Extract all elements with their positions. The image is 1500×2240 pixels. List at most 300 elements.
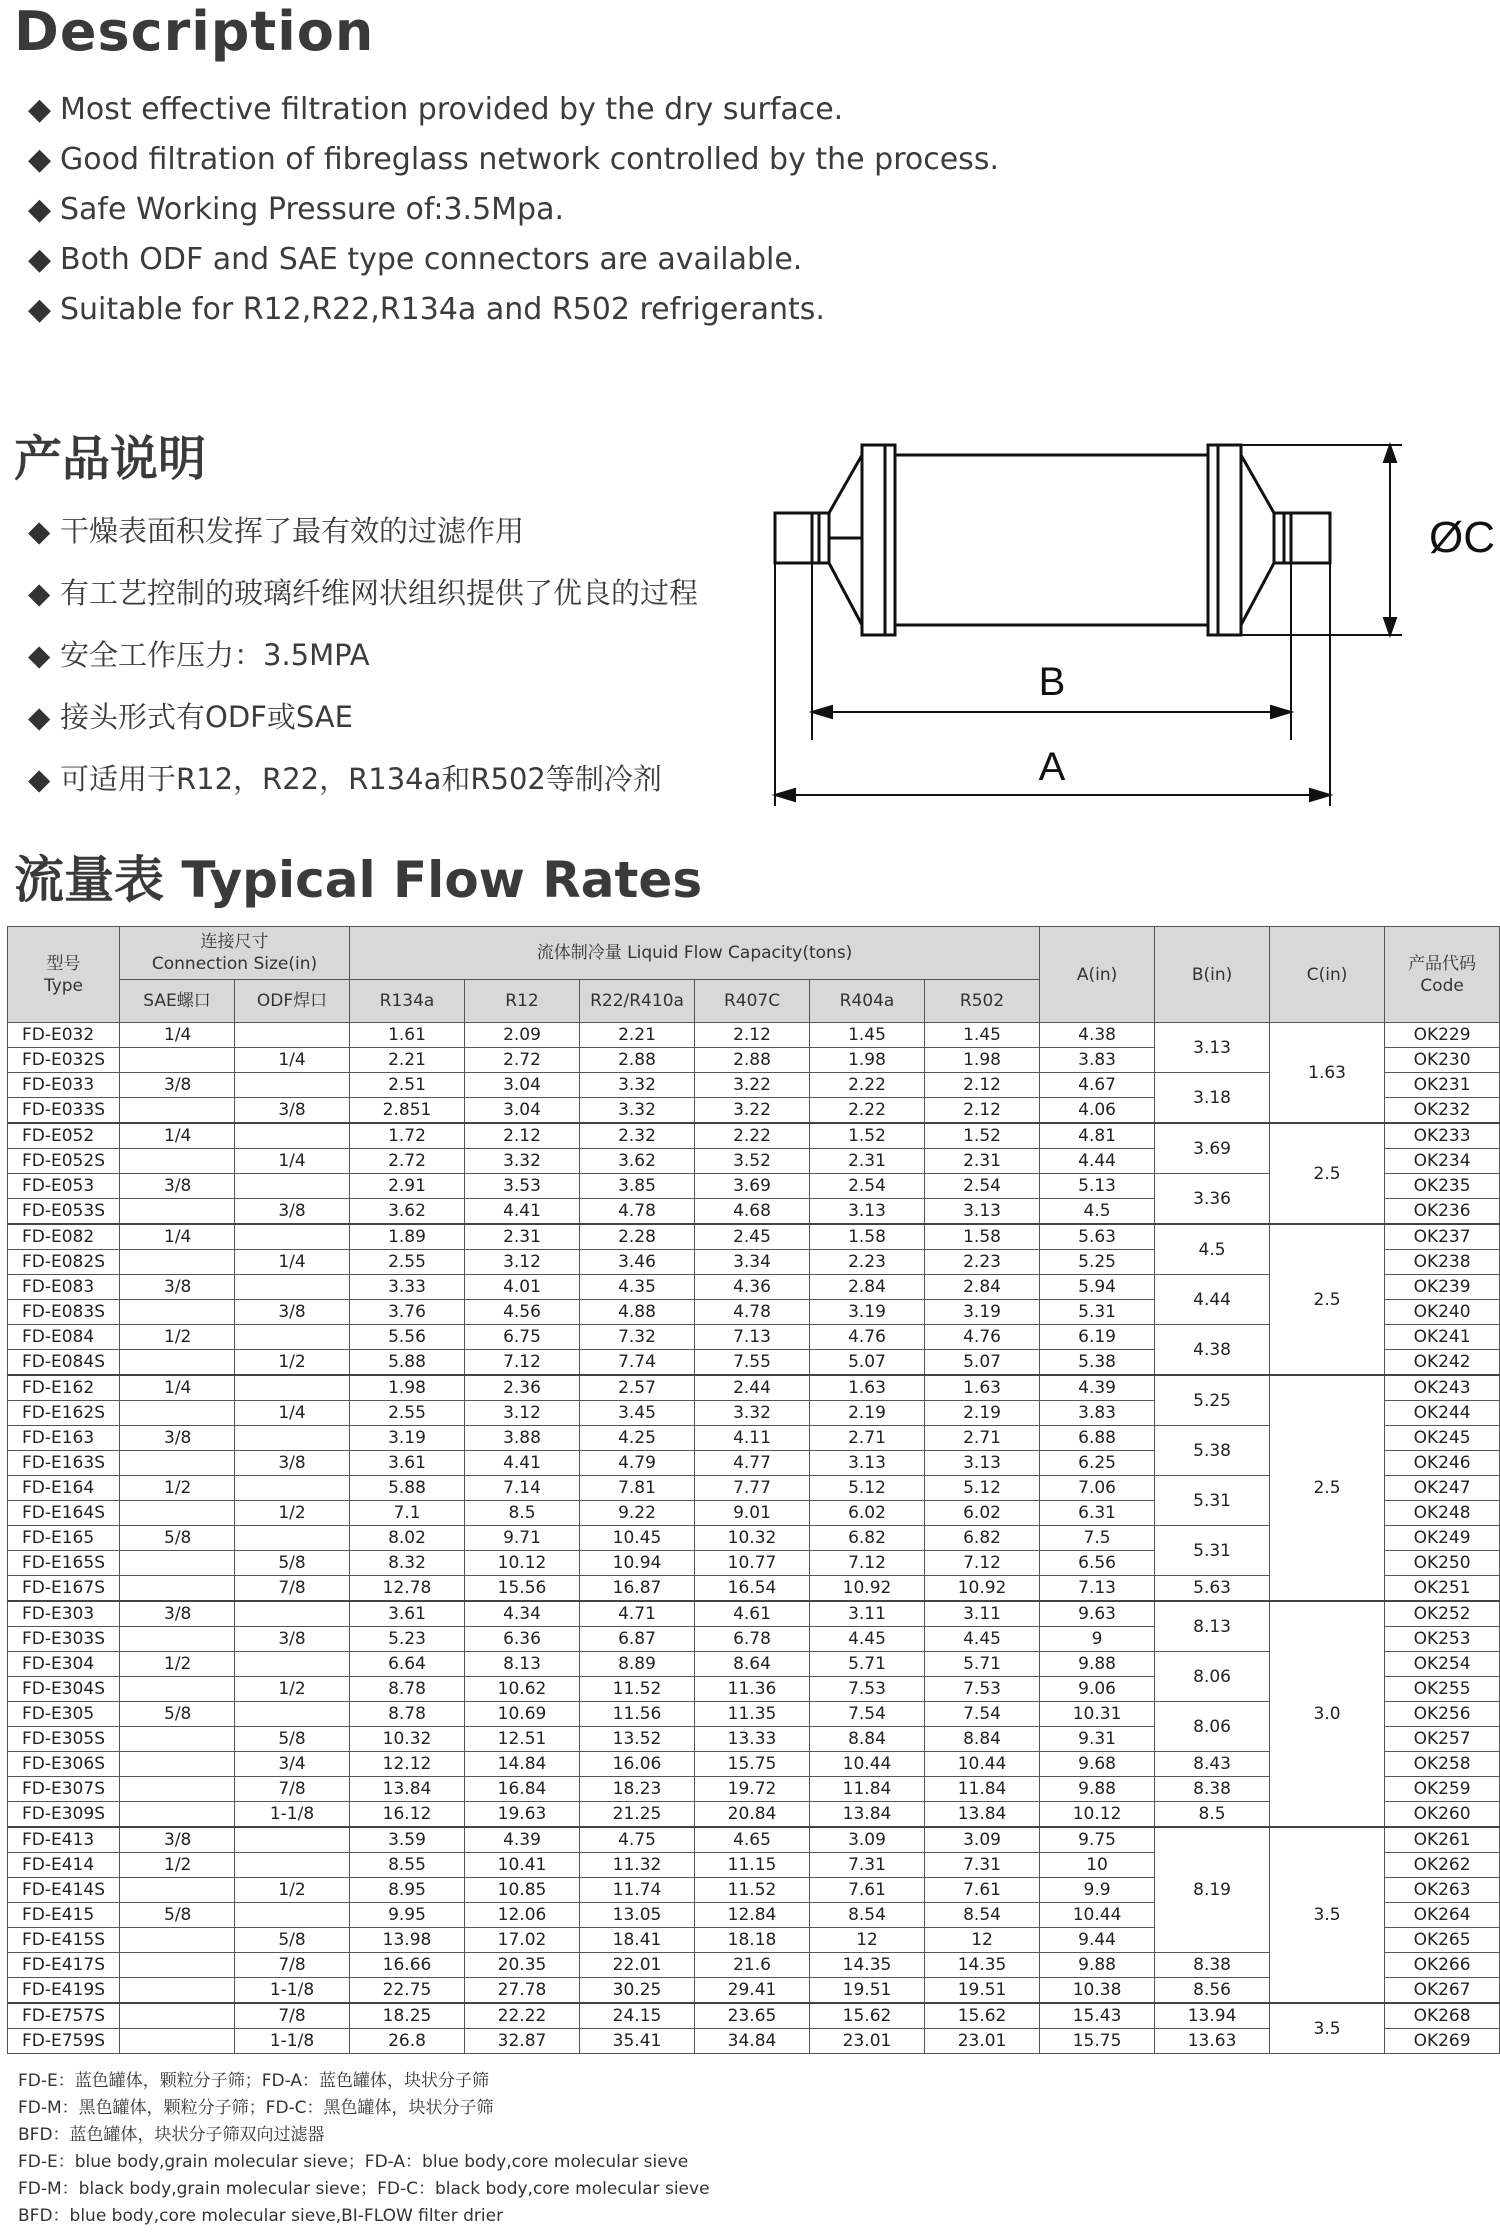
note-line: BFD：blue body,core molecular sieve,BI-FLOW filter drier (18, 2206, 504, 2226)
sae-cell (120, 1627, 235, 1652)
r404a-cell: 3.11 (810, 1601, 925, 1627)
odf-cell: 1-1/8 (235, 1802, 350, 1828)
sae-cell (120, 1250, 235, 1275)
r404a-cell: 8.84 (810, 1727, 925, 1752)
code-cell: OK232 (1385, 1098, 1500, 1124)
r12-cell: 3.12 (465, 1401, 580, 1426)
flow-rates-title: 流量表 Typical Flow Rates (14, 851, 703, 909)
b-cell: 5.25 (1155, 1375, 1270, 1426)
r502-cell: 7.31 (925, 1853, 1040, 1878)
r134a-cell: 8.02 (350, 1526, 465, 1551)
sae-cell: 3/8 (120, 1601, 235, 1627)
r12-cell: 4.56 (465, 1300, 580, 1325)
sae-cell (120, 1098, 235, 1124)
r22-cell: 4.71 (580, 1601, 695, 1627)
diamond-bullet-icon: ◆ (28, 242, 52, 277)
diamond-bullet-icon: ◆ (28, 638, 51, 672)
sae-cell (120, 1727, 235, 1752)
r407c-cell: 21.6 (695, 1953, 810, 1978)
r134a-cell: 5.56 (350, 1325, 465, 1350)
r502-cell: 23.01 (925, 2029, 1040, 2054)
type-cell: FD-E167S (8, 1576, 120, 1602)
r134a-cell: 16.12 (350, 1802, 465, 1828)
r404a-cell: 6.02 (810, 1501, 925, 1526)
r22-header: R22/R410a (580, 980, 695, 1023)
r22-cell: 7.32 (580, 1325, 695, 1350)
r502-cell: 5.12 (925, 1476, 1040, 1501)
odf-cell (235, 1853, 350, 1878)
r12-cell: 10.62 (465, 1677, 580, 1702)
r12-cell: 10.12 (465, 1551, 580, 1576)
r12-cell: 10.41 (465, 1853, 580, 1878)
r407c-cell: 2.44 (695, 1375, 810, 1401)
c-header: C(in) (1270, 927, 1385, 1023)
type-cell: FD-E304S (8, 1677, 120, 1702)
r502-cell: 1.52 (925, 1123, 1040, 1149)
r134a-cell: 1.61 (350, 1023, 465, 1048)
code-cell: OK263 (1385, 1878, 1500, 1903)
r404a-cell: 3.13 (810, 1451, 925, 1476)
a-cell: 10.38 (1040, 1978, 1155, 2004)
r407c-cell: 2.45 (695, 1224, 810, 1250)
r134a-cell: 18.25 (350, 2003, 465, 2029)
b-cell: 5.31 (1155, 1476, 1270, 1526)
type-cell: FD-E083S (8, 1300, 120, 1325)
c-cell: 3.5 (1270, 2003, 1385, 2054)
r502-cell: 2.12 (925, 1098, 1040, 1124)
r502-cell: 2.84 (925, 1275, 1040, 1300)
a-cell: 4.38 (1040, 1023, 1155, 1048)
c-cell: 2.5 (1270, 1224, 1385, 1375)
r407c-cell: 2.88 (695, 1048, 810, 1073)
odf-cell: 5/8 (235, 1928, 350, 1953)
flow-rates-table (7, 926, 1500, 2054)
code-cell: OK249 (1385, 1526, 1500, 1551)
r134a-cell: 2.55 (350, 1250, 465, 1275)
sae-cell (120, 1953, 235, 1978)
sae-cell (120, 1048, 235, 1073)
odf-cell: 3/8 (235, 1627, 350, 1652)
note-line: FD-M：黑色罐体，颗粒分子筛；FD-C：黑色罐体，块状分子筛 (18, 2098, 494, 2118)
sae-cell (120, 1802, 235, 1828)
type-cell: FD-E165S (8, 1551, 120, 1576)
type-cell: FD-E414 (8, 1853, 120, 1878)
a-cell: 10.31 (1040, 1702, 1155, 1727)
odf-cell: 5/8 (235, 1727, 350, 1752)
r502-cell: 10.44 (925, 1752, 1040, 1777)
a-cell: 9 (1040, 1627, 1155, 1652)
r134a-cell: 2.51 (350, 1073, 465, 1098)
r404a-cell: 15.62 (810, 2003, 925, 2029)
code-cell: OK269 (1385, 2029, 1500, 2054)
sae-cell (120, 1677, 235, 1702)
sae-cell: 3/8 (120, 1275, 235, 1300)
r404a-cell: 13.84 (810, 1802, 925, 1828)
r22-cell: 24.15 (580, 2003, 695, 2029)
type-cell: FD-E162S (8, 1401, 120, 1426)
description-bullet-text: Most effective filtration provided by the dry surface. (60, 92, 844, 127)
r12-cell: 4.39 (465, 1827, 580, 1853)
type-cell: FD-E052 (8, 1123, 120, 1149)
type-cell: FD-E413 (8, 1827, 120, 1853)
r407c-cell: 8.64 (695, 1652, 810, 1677)
r502-cell: 3.13 (925, 1451, 1040, 1476)
a-cell: 15.75 (1040, 2029, 1155, 2054)
r404a-cell: 5.12 (810, 1476, 925, 1501)
type-header-en: Type (43, 975, 84, 996)
r134a-cell: 2.851 (350, 1098, 465, 1124)
r134a-cell: 6.64 (350, 1652, 465, 1677)
r22-cell: 4.79 (580, 1451, 695, 1476)
diamond-bullet-icon: ◆ (28, 192, 52, 227)
code-cell: OK261 (1385, 1827, 1500, 1853)
r12-cell: 8.5 (465, 1501, 580, 1526)
odf-cell: 1/2 (235, 1501, 350, 1526)
r407c-cell: 4.65 (695, 1827, 810, 1853)
r134a-cell: 3.61 (350, 1451, 465, 1476)
type-cell: FD-E033 (8, 1073, 120, 1098)
table-row (8, 1123, 1500, 1149)
code-cell: OK254 (1385, 1652, 1500, 1677)
description-bullet (28, 238, 999, 288)
r404a-cell: 3.09 (810, 1827, 925, 1853)
cn-bullet-text: 安全工作压力：3.5MPA (60, 638, 370, 672)
r502-cell: 2.71 (925, 1426, 1040, 1451)
code-cell: OK252 (1385, 1601, 1500, 1627)
cn-bullet-text: 干燥表面积发挥了最有效的过滤作用 (60, 514, 525, 548)
r22-cell: 4.78 (580, 1199, 695, 1225)
description-bullet (28, 138, 999, 188)
type-header-cn: 型号 (46, 953, 81, 974)
r404a-cell: 2.19 (810, 1401, 925, 1426)
type-cell: FD-E032S (8, 1048, 120, 1073)
r134a-cell: 3.33 (350, 1275, 465, 1300)
filter-drier-drawing (770, 430, 1495, 825)
r407c-cell: 4.77 (695, 1451, 810, 1476)
a-cell: 6.56 (1040, 1551, 1155, 1576)
r22-cell: 3.62 (580, 1149, 695, 1174)
r404a-cell: 1.63 (810, 1375, 925, 1401)
r134a-cell: 5.23 (350, 1627, 465, 1652)
r404a-cell: 2.31 (810, 1149, 925, 1174)
r407c-cell: 4.78 (695, 1300, 810, 1325)
r404a-cell: 2.22 (810, 1073, 925, 1098)
type-cell: FD-E083 (8, 1275, 120, 1300)
sae-cell: 3/8 (120, 1426, 235, 1451)
r404a-cell: 4.45 (810, 1627, 925, 1652)
r407c-cell: 4.61 (695, 1601, 810, 1627)
a-cell: 6.25 (1040, 1451, 1155, 1476)
r22-cell: 3.32 (580, 1073, 695, 1098)
r407c-cell: 18.18 (695, 1928, 810, 1953)
r12-cell: 4.41 (465, 1451, 580, 1476)
dimension-a-label: A (1038, 745, 1066, 789)
a-cell: 7.5 (1040, 1526, 1155, 1551)
b-cell: 4.5 (1155, 1224, 1270, 1275)
r502-cell: 1.58 (925, 1224, 1040, 1250)
diamond-bullet-icon: ◆ (28, 700, 51, 734)
cn-bullet-text: 接头形式有ODF或SAE (60, 700, 353, 734)
drier-body-outline (862, 445, 1241, 635)
odf-cell: 1/2 (235, 1677, 350, 1702)
b-cell: 5.31 (1155, 1526, 1270, 1576)
code-cell: OK251 (1385, 1576, 1500, 1602)
r22-cell: 30.25 (580, 1978, 695, 2004)
code-cell: OK241 (1385, 1325, 1500, 1350)
odf-cell (235, 1325, 350, 1350)
a-cell: 6.31 (1040, 1501, 1155, 1526)
r404a-cell: 5.71 (810, 1652, 925, 1677)
a-cell: 9.63 (1040, 1601, 1155, 1627)
code-cell: OK229 (1385, 1023, 1500, 1048)
r502-cell: 3.09 (925, 1827, 1040, 1853)
r134a-header: R134a (350, 980, 465, 1023)
type-cell: FD-E303S (8, 1627, 120, 1652)
odf-cell: 1/4 (235, 1401, 350, 1426)
type-cell: FD-E414S (8, 1878, 120, 1903)
type-cell: FD-E759S (8, 2029, 120, 2054)
a-cell: 5.94 (1040, 1275, 1155, 1300)
r404a-cell: 2.23 (810, 1250, 925, 1275)
odf-cell (235, 1275, 350, 1300)
r22-cell: 11.32 (580, 1853, 695, 1878)
code-cell: OK236 (1385, 1199, 1500, 1225)
b-cell: 13.94 (1155, 2003, 1270, 2029)
sae-cell (120, 1576, 235, 1602)
r134a-cell: 5.88 (350, 1350, 465, 1376)
r404a-cell: 7.54 (810, 1702, 925, 1727)
code-header-cn: 产品代码 (1408, 953, 1477, 974)
code-cell: OK239 (1385, 1275, 1500, 1300)
sae-cell (120, 1928, 235, 1953)
r407c-cell: 11.36 (695, 1677, 810, 1702)
note-line: BFD：蓝色罐体，块状分子筛双向过滤器 (18, 2125, 325, 2145)
r22-cell: 22.01 (580, 1953, 695, 1978)
note-line: FD-E：blue body,grain molecular sieve；FD-A：blue body,core molecular sieve (18, 2152, 689, 2172)
description-bullet (28, 188, 999, 238)
r502-cell: 4.45 (925, 1627, 1040, 1652)
r12-cell: 2.12 (465, 1123, 580, 1149)
r22-cell: 16.06 (580, 1752, 695, 1777)
code-cell: OK234 (1385, 1149, 1500, 1174)
sae-cell (120, 2029, 235, 2054)
a-cell: 7.13 (1040, 1576, 1155, 1602)
r502-cell: 12 (925, 1928, 1040, 1953)
odf-cell (235, 1224, 350, 1250)
code-cell: OK231 (1385, 1073, 1500, 1098)
a-cell: 5.13 (1040, 1174, 1155, 1199)
r134a-cell: 2.55 (350, 1401, 465, 1426)
code-cell: OK233 (1385, 1123, 1500, 1149)
r134a-cell: 1.72 (350, 1123, 465, 1149)
r502-cell: 6.02 (925, 1501, 1040, 1526)
odf-cell: 1/2 (235, 1878, 350, 1903)
cn-description-bullet (28, 629, 698, 691)
description-bullet-text: Safe Working Pressure of:3.5Mpa. (60, 192, 565, 227)
r12-cell: 8.13 (465, 1652, 580, 1677)
b-cell: 5.63 (1155, 1576, 1270, 1602)
right-fitting-outline (1241, 455, 1330, 625)
r502-cell: 2.54 (925, 1174, 1040, 1199)
r22-cell: 4.88 (580, 1300, 695, 1325)
r22-cell: 21.25 (580, 1802, 695, 1828)
table-row (8, 1827, 1500, 1853)
r12-cell: 19.63 (465, 1802, 580, 1828)
code-cell: OK235 (1385, 1174, 1500, 1199)
type-cell: FD-E415S (8, 1928, 120, 1953)
r404a-cell: 23.01 (810, 2029, 925, 2054)
type-cell: FD-E309S (8, 1802, 120, 1828)
r407c-cell: 12.84 (695, 1903, 810, 1928)
type-cell: FD-E164S (8, 1501, 120, 1526)
odf-cell (235, 1174, 350, 1199)
odf-cell: 3/4 (235, 1752, 350, 1777)
a-cell: 9.9 (1040, 1878, 1155, 1903)
r407c-cell: 29.41 (695, 1978, 810, 2004)
code-header-en: Code (1420, 975, 1464, 996)
code-cell: OK256 (1385, 1702, 1500, 1727)
r12-cell: 7.12 (465, 1350, 580, 1376)
r12-cell: 20.35 (465, 1953, 580, 1978)
dimension-b-label: B (1038, 660, 1066, 704)
a-cell: 9.88 (1040, 1777, 1155, 1802)
r12-cell: 22.22 (465, 2003, 580, 2029)
code-cell: OK230 (1385, 1048, 1500, 1073)
r502-cell: 3.19 (925, 1300, 1040, 1325)
sae-cell: 1/4 (120, 1023, 235, 1048)
r502-cell: 13.84 (925, 1802, 1040, 1828)
r407c-cell: 10.77 (695, 1551, 810, 1576)
r22-cell: 2.21 (580, 1023, 695, 1048)
note-line: FD-M：black body,grain molecular sieve；FD-C：black body,core molecular sieve (18, 2179, 710, 2199)
b-cell: 8.5 (1155, 1802, 1270, 1828)
a-cell: 10 (1040, 1853, 1155, 1878)
odf-cell: 1/4 (235, 1048, 350, 1073)
odf-cell: 7/8 (235, 2003, 350, 2029)
r134a-cell: 1.89 (350, 1224, 465, 1250)
r407c-cell: 4.68 (695, 1199, 810, 1225)
r502-cell: 8.84 (925, 1727, 1040, 1752)
r12-cell: 2.31 (465, 1224, 580, 1250)
cn-description-bullet (28, 691, 698, 753)
diamond-bullet-icon: ◆ (28, 576, 51, 610)
r404a-cell: 12 (810, 1928, 925, 1953)
r12-cell: 27.78 (465, 1978, 580, 2004)
odf-cell: 1/4 (235, 1149, 350, 1174)
type-cell: FD-E304 (8, 1652, 120, 1677)
b-header: B(in) (1155, 927, 1270, 1023)
r134a-cell: 2.21 (350, 1048, 465, 1073)
a-cell: 4.67 (1040, 1073, 1155, 1098)
r404a-cell: 7.61 (810, 1878, 925, 1903)
r22-cell: 2.28 (580, 1224, 695, 1250)
r502-cell: 5.07 (925, 1350, 1040, 1376)
r22-cell: 3.85 (580, 1174, 695, 1199)
odf-header: ODF焊口 (235, 980, 350, 1023)
code-cell: OK258 (1385, 1752, 1500, 1777)
r407c-cell: 15.75 (695, 1752, 810, 1777)
code-cell: OK260 (1385, 1802, 1500, 1828)
a-cell: 5.25 (1040, 1250, 1155, 1275)
sae-cell (120, 1777, 235, 1802)
description-bullet-text: Good filtration of fibreglass network controlled by the process. (60, 142, 999, 177)
odf-cell (235, 1652, 350, 1677)
r407c-cell: 7.55 (695, 1350, 810, 1376)
code-cell: OK243 (1385, 1375, 1500, 1401)
r12-cell: 2.09 (465, 1023, 580, 1048)
cn-description-title: 产品说明 (14, 431, 207, 487)
code-cell: OK242 (1385, 1350, 1500, 1376)
a-cell: 4.39 (1040, 1375, 1155, 1401)
r134a-cell: 5.88 (350, 1476, 465, 1501)
r502-cell: 10.92 (925, 1576, 1040, 1602)
a-cell: 9.75 (1040, 1827, 1155, 1853)
type-cell: FD-E033S (8, 1098, 120, 1124)
odf-cell (235, 1601, 350, 1627)
c-cell: 2.5 (1270, 1123, 1385, 1224)
r22-cell: 6.87 (580, 1627, 695, 1652)
r404a-cell: 8.54 (810, 1903, 925, 1928)
type-cell: FD-E305S (8, 1727, 120, 1752)
r407c-cell: 34.84 (695, 2029, 810, 2054)
r22-cell: 11.56 (580, 1702, 695, 1727)
code-cell: OK245 (1385, 1426, 1500, 1451)
code-cell: OK268 (1385, 2003, 1500, 2029)
code-cell: OK255 (1385, 1677, 1500, 1702)
a-cell: 4.44 (1040, 1149, 1155, 1174)
odf-cell (235, 1476, 350, 1501)
sae-cell: 1/2 (120, 1853, 235, 1878)
r134a-cell: 13.84 (350, 1777, 465, 1802)
r502-cell: 2.31 (925, 1149, 1040, 1174)
sae-cell (120, 1878, 235, 1903)
sae-cell (120, 1199, 235, 1225)
r12-cell: 6.75 (465, 1325, 580, 1350)
r134a-cell: 3.19 (350, 1426, 465, 1451)
sae-cell: 1/2 (120, 1476, 235, 1501)
r407c-cell: 23.65 (695, 2003, 810, 2029)
r407c-cell: 10.32 (695, 1526, 810, 1551)
r134a-cell: 8.95 (350, 1878, 465, 1903)
b-cell: 13.63 (1155, 2029, 1270, 2054)
code-cell: OK247 (1385, 1476, 1500, 1501)
type-cell: FD-E162 (8, 1375, 120, 1401)
r12-cell: 10.85 (465, 1878, 580, 1903)
type-cell: FD-E053 (8, 1174, 120, 1199)
description-bullet-text: Both ODF and SAE type connectors are available. (60, 242, 803, 277)
r407c-cell: 2.12 (695, 1023, 810, 1048)
r22-cell: 8.89 (580, 1652, 695, 1677)
r12-cell: 3.32 (465, 1149, 580, 1174)
b-cell: 8.43 (1155, 1752, 1270, 1777)
type-cell: FD-E303 (8, 1601, 120, 1627)
description-bullet (28, 288, 999, 338)
r404a-cell: 2.71 (810, 1426, 925, 1451)
type-cell: FD-E053S (8, 1199, 120, 1225)
code-cell: OK240 (1385, 1300, 1500, 1325)
sae-cell: 1/4 (120, 1123, 235, 1149)
description-bullet (28, 88, 999, 138)
odf-cell (235, 1426, 350, 1451)
r22-cell: 4.25 (580, 1426, 695, 1451)
r12-cell: 15.56 (465, 1576, 580, 1602)
r12-cell: 3.12 (465, 1250, 580, 1275)
b-cell: 3.18 (1155, 1073, 1270, 1124)
type-cell: FD-E084 (8, 1325, 120, 1350)
b-cell: 8.13 (1155, 1601, 1270, 1652)
b-cell: 4.44 (1155, 1275, 1270, 1325)
code-cell: OK266 (1385, 1953, 1500, 1978)
